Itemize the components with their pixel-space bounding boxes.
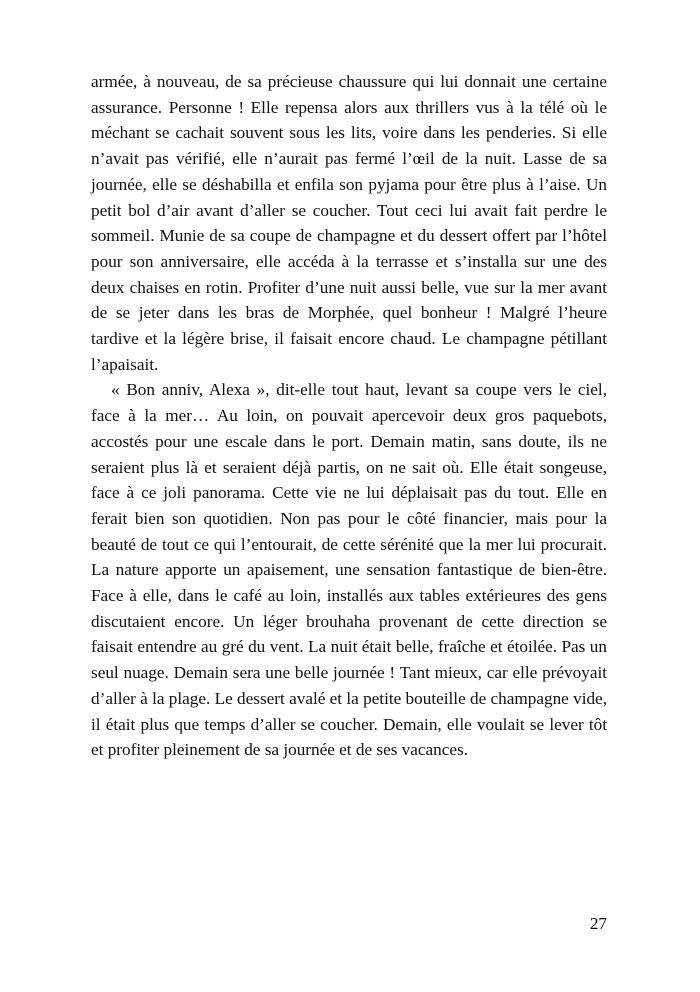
body-text xyxy=(91,69,607,763)
paragraph-2: « Bon anniv, Alexa », dit-elle tout haut, levant sa coupe vers le ciel, face à la mer… Au loin, on pouvait apercevoir deux gros paquebots, accostés pour une escale dans le port. Demain matin, sans doute, ils ne seraient plus là et seraient déjà partis, on ne sait où. Elle était songeuse, face à ce joli panorama. Cette vie ne lui déplaisait pas du tout. Elle en ferait bien son quotidien. Non pas pour le côté financier, mais pour la beauté de tout ce qui l’entourait, de cette sérénité que la mer lui procurait. La nature apporte un apaisement, une sensation fantastique de bien-être. Face à elle, dans le café au loin, installés aux tables extérieures des gens discutaient encore. Un léger brouhaha provenant de cette direction se faisait entendre au gré du vent. La nuit était belle, fraîche et étoilée. Pas un seul nuage. Demain sera une belle journée ! Tant mieux, car elle prévoyait d’aller à la plage. Le dessert avalé et la petite bouteille de champagne vide, il était plus que temps d’aller se coucher. Demain, elle voulait se lever tôt et profiter pleinement de sa journée et de ses vacances. xyxy=(91,380,607,760)
page-number: 27 xyxy=(589,914,607,933)
paragraph-1: armée, à nouveau, de sa précieuse chaussure qui lui donnait une certaine assurance. Personne ! Elle repensa alors aux thrillers vus à la télé où le méchant se cachait souvent sous les lits, voire dans les penderies. Si elle n’avait pas vérifié, elle n’aurait pas fermé l’œil de la nuit. Lasse de sa journée, elle se déshabilla et enfila son pyjama pour être plus à l’aise. Un petit bol d’air avant d’aller se coucher. Tout ceci lui avait fait perdre le sommeil. Munie de sa coupe de champagne et du dessert offert par l’hôtel pour son anniversaire, elle accéda à la terrasse et s’installa sur une des deux chaises en rotin. Profiter d’une nuit aussi belle, vue sur la mer avant de se jeter dans les bras de Morphée, quel bonheur ! Malgré l’heure tardive et la légère brise, il faisait encore chaud. Le champagne pétillant l’apaisait. xyxy=(91,72,607,374)
